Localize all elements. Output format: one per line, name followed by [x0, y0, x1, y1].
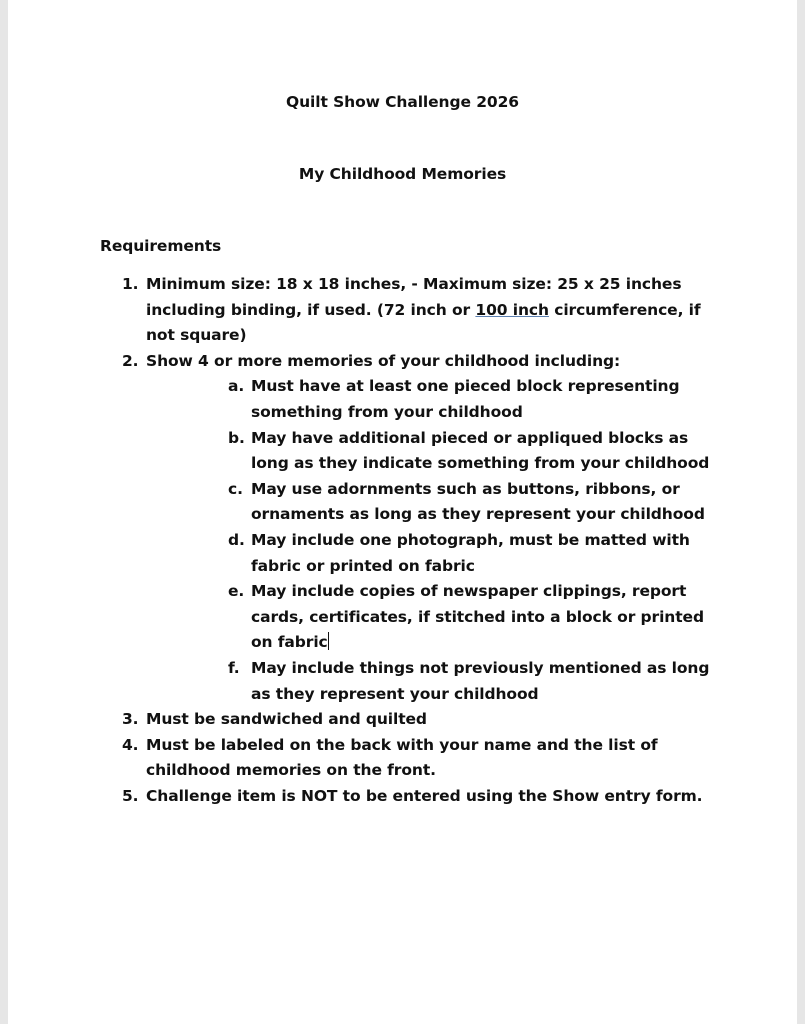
- sub-list-item: [8, 579, 797, 656]
- sub-list-item: [8, 656, 797, 707]
- list-text: Must be sandwiched and quilted: [146, 710, 427, 729]
- sub-list-letter: e.: [228, 582, 245, 601]
- sub-list-text: May include things not previously mentioned as long as they represent your childhood: [251, 658, 710, 703]
- list-text: Must be labeled on the back with your name and the list of childhood memories on the front.: [146, 735, 658, 780]
- list-number: 4.: [122, 735, 139, 754]
- document-title: Quilt Show Challenge 2026: [286, 93, 519, 111]
- sub-list-text: May have additional pieced or appliqued blocks as long as they indicate something from your childhood: [251, 428, 710, 473]
- list-item: [8, 784, 797, 810]
- list-number: 2.: [122, 351, 139, 370]
- list-number: 3.: [122, 710, 139, 729]
- list-text: circumference, if not square): [146, 300, 701, 345]
- list-item: [8, 707, 797, 733]
- list-item: [8, 349, 797, 375]
- sub-list-letter: d.: [228, 530, 245, 549]
- requirements-heading: Requirements: [100, 237, 222, 255]
- sub-list-letter: a.: [228, 377, 245, 396]
- sub-list-text: May include copies of newspaper clippings, report cards, certificates, if stitched into a block or printed on fabric: [251, 582, 704, 652]
- sub-list-letter: b.: [228, 428, 245, 447]
- sub-list-item: [8, 477, 797, 528]
- list-item: [8, 272, 797, 349]
- sub-list-letter: f.: [228, 658, 240, 677]
- list-number: 5.: [122, 786, 139, 805]
- sub-list-text: Must have at least one pieced block representing something from your childhood: [251, 377, 680, 421]
- list-item: [8, 733, 797, 784]
- list-text: Minimum size: 18 x 18 inches, - Maximum size: 25 x 25 inches including binding, if used. (72 inch or: [146, 275, 682, 319]
- sub-list-text: May include one photograph, must be matted with fabric or printed on fabric: [251, 530, 690, 575]
- text-cursor: [328, 632, 329, 650]
- list-text: Show 4 or more memories of your childhood including:: [146, 351, 621, 370]
- sub-list-item: [8, 528, 797, 579]
- spellcheck-underlined-text: 100 inch: [475, 300, 549, 319]
- sub-list-item: [8, 374, 797, 425]
- list-text: Challenge item is NOT to be entered using the Show entry form.: [146, 786, 703, 805]
- sub-list-text: May use adornments such as buttons, ribbons, or ornaments as long as they represent your childhood: [251, 479, 705, 524]
- sub-list-item: [8, 426, 797, 477]
- document-subtitle: My Childhood Memories: [298, 165, 507, 183]
- sub-list-letter: c.: [228, 479, 243, 498]
- document-page: [8, 0, 797, 1024]
- list-number: 1.: [122, 275, 139, 293]
- requirements-list: [8, 272, 797, 809]
